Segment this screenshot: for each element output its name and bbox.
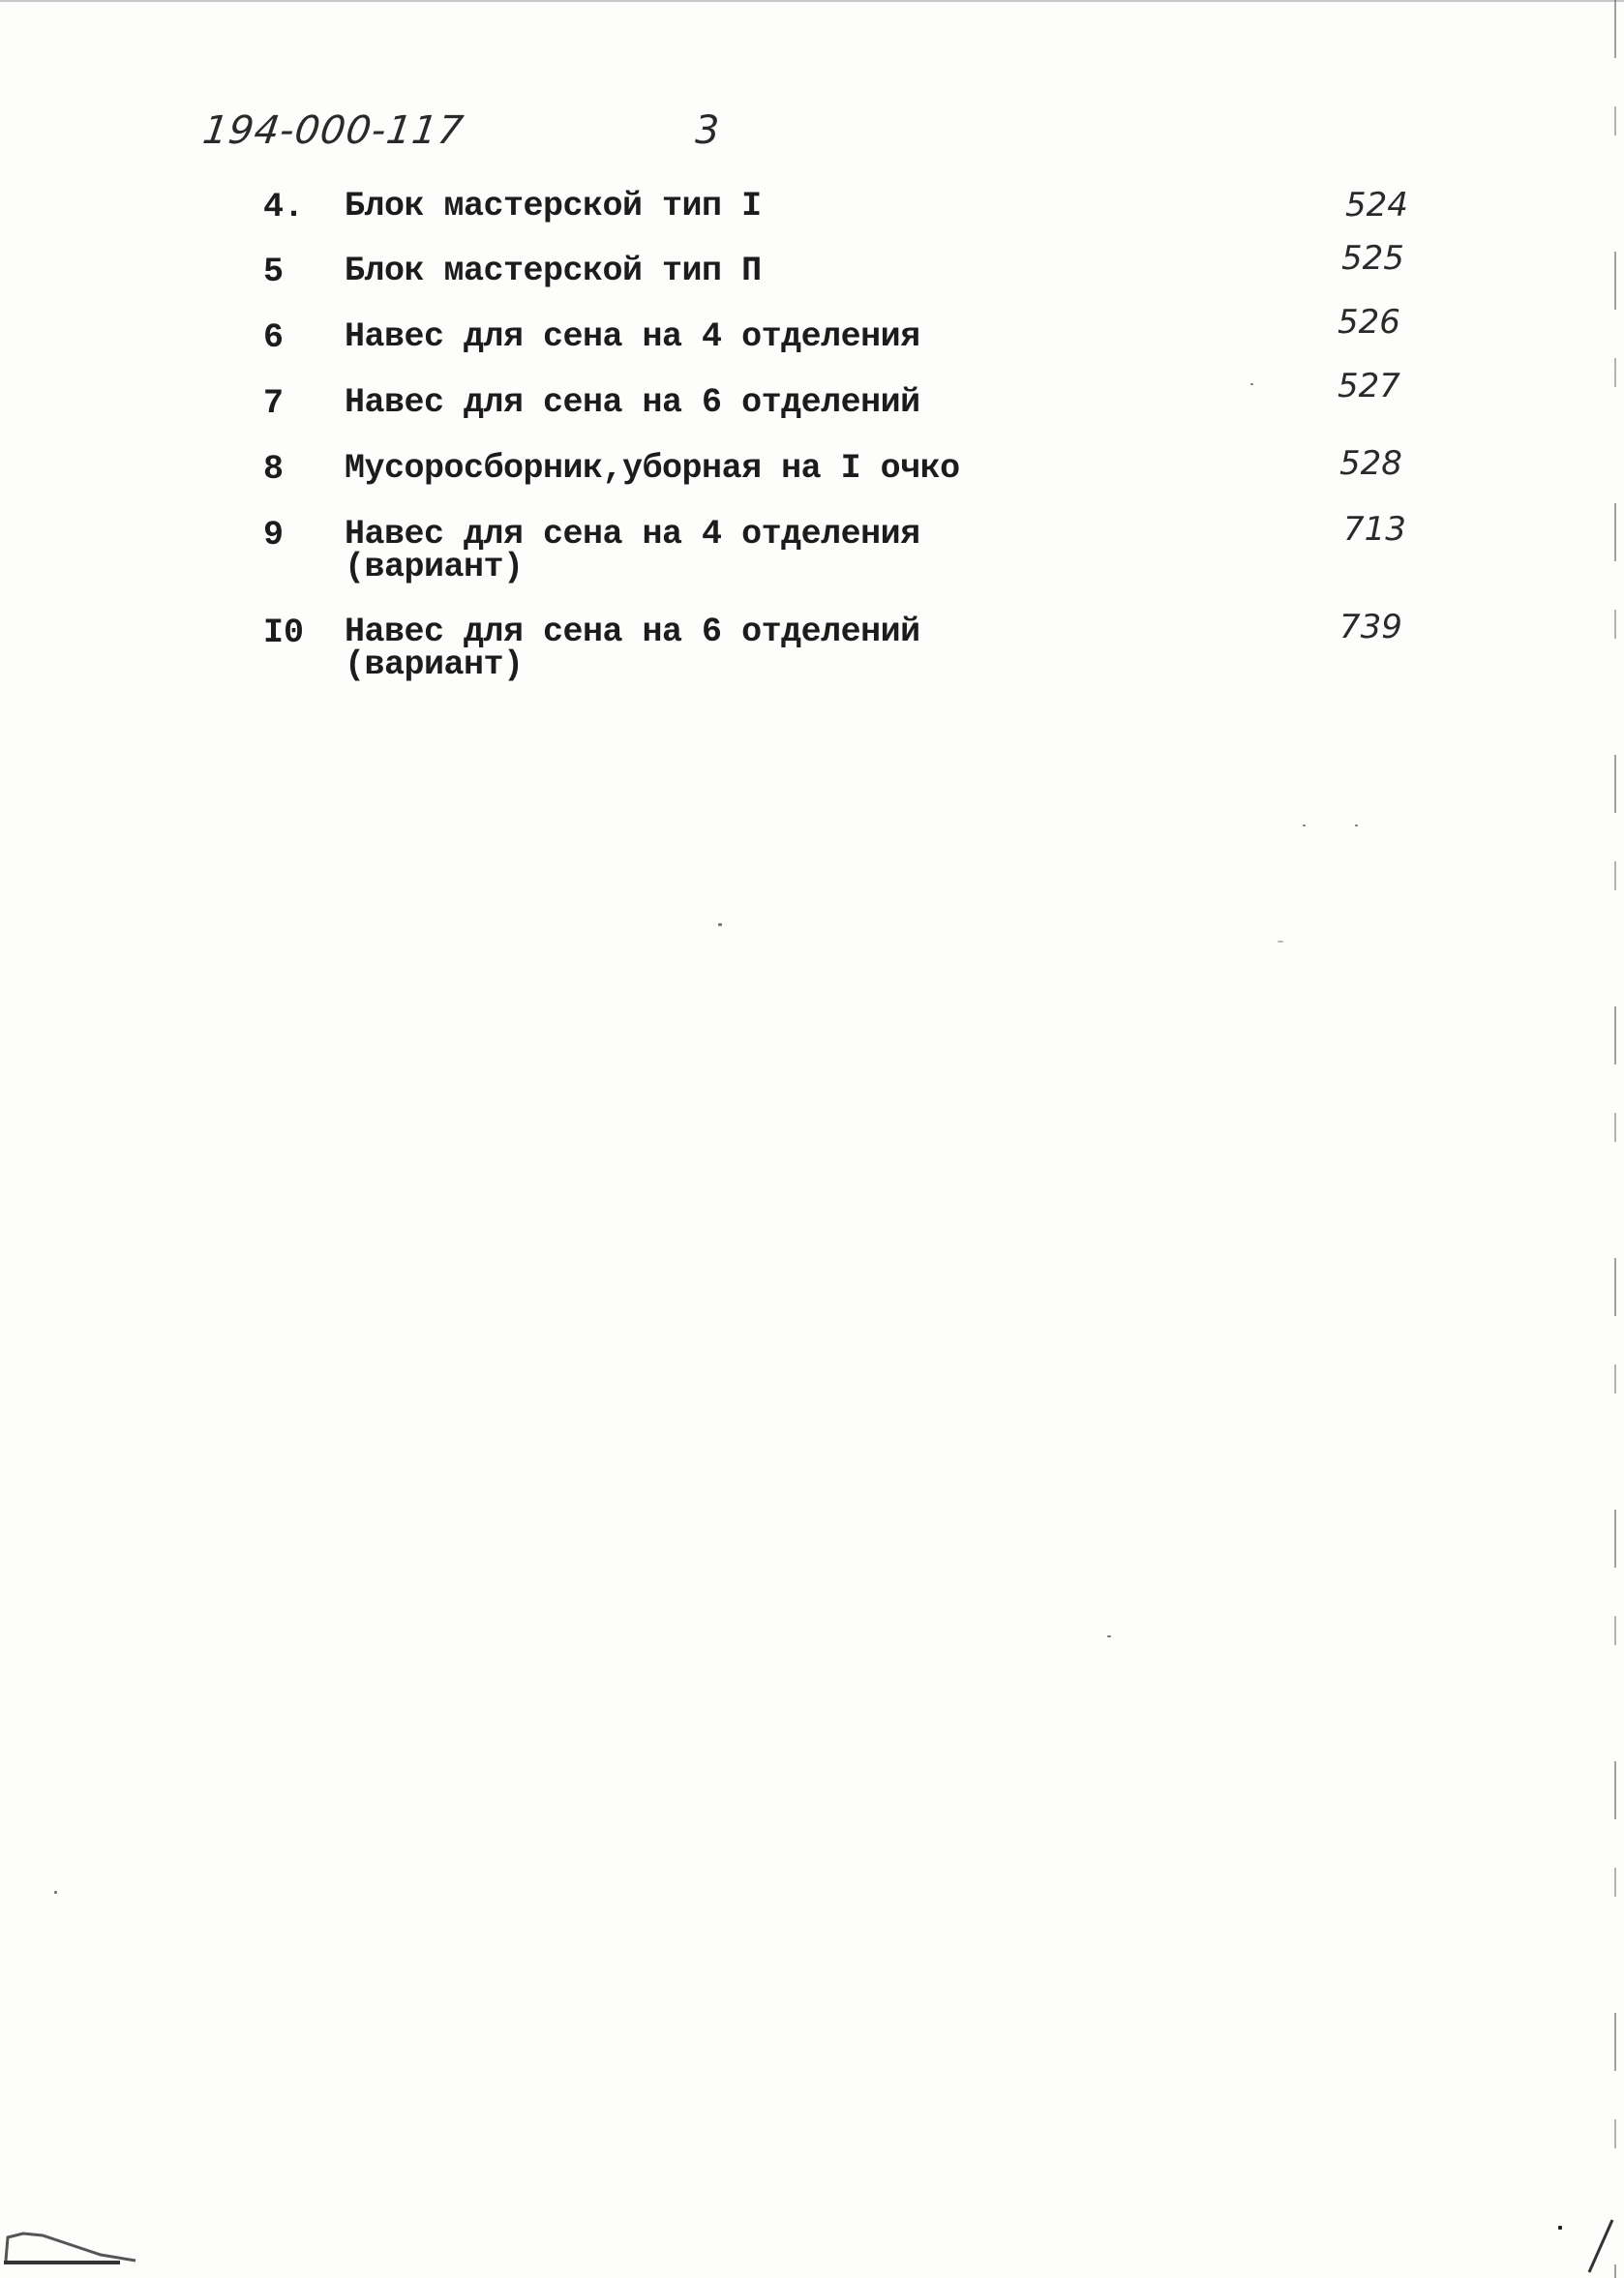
item-title: Навес для сена на 4 отделения (вариант): [345, 515, 920, 586]
item-code: 525: [1341, 239, 1404, 278]
document-number: 194-000-117: [199, 108, 467, 153]
item-code: 713: [1343, 510, 1406, 549]
item-code: 527: [1338, 367, 1400, 405]
item-number: 6: [263, 318, 285, 357]
item-code: 528: [1339, 444, 1402, 483]
item-number: 5: [263, 253, 285, 291]
item-number: 4.: [263, 188, 305, 226]
scan-corner-mark: [4, 2226, 139, 2264]
item-title: Блок мастерской тип П: [345, 252, 762, 290]
scan-corner-mark-right: [1587, 2216, 1616, 2274]
item-code: 739: [1339, 608, 1402, 646]
item-title: Навес для сена на 4 отделения: [345, 317, 920, 356]
item-title: Навес для сена на 6 отделений (вариант): [345, 613, 920, 684]
item-number: I0: [263, 614, 305, 652]
item-number: 9: [263, 516, 285, 555]
item-title: Мусоросборник,уборная на I очко: [345, 449, 960, 488]
item-title: Блок мастерской тип I: [345, 187, 762, 225]
item-number: 7: [263, 384, 285, 423]
item-code: 524: [1345, 186, 1408, 225]
item-title: Навес для сена на 6 отделений: [345, 383, 920, 422]
page-number: 3: [695, 108, 721, 153]
item-number: 8: [263, 450, 285, 489]
item-code: 526: [1338, 303, 1400, 342]
